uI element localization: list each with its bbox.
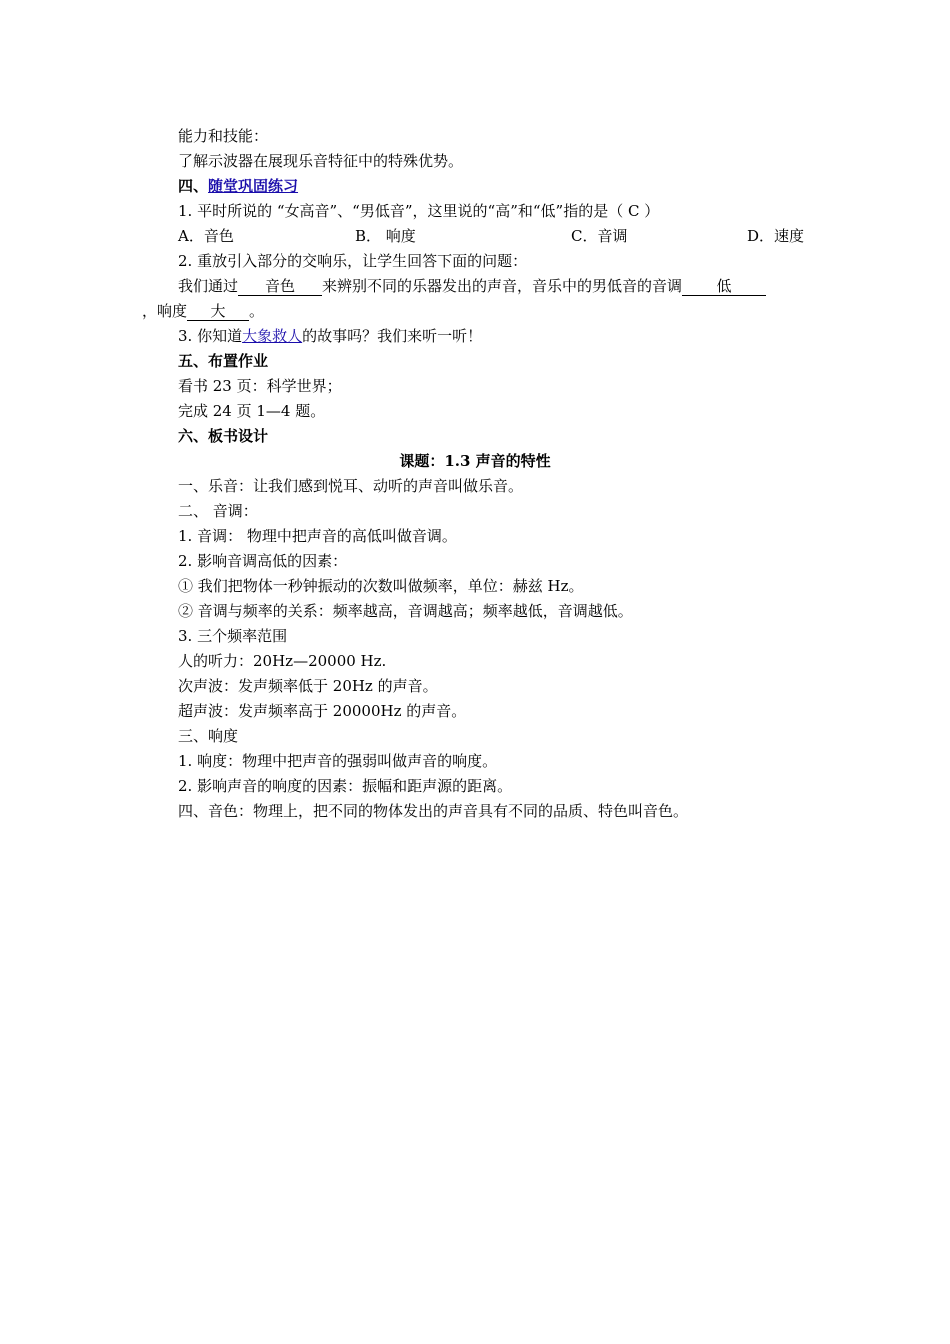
board-line-1: 一、乐音：让我们感到悦耳、动听的声音叫做乐音。 <box>178 477 524 495</box>
answer-blank-timbre: 音色 <box>238 277 322 296</box>
board-line-13: 2. 影响声音的响度的因素：振幅和距声源的距离。 <box>178 777 513 795</box>
board-line-14: 四、音色：物理上，把不同的物体发出的声音具有不同的品质、特色叫音色。 <box>178 802 689 820</box>
q2-text-4: 。 <box>249 302 265 320</box>
section-6-heading: 六、板书设计 <box>178 427 269 445</box>
question-3 <box>178 326 482 346</box>
section-4-heading <box>178 176 298 196</box>
ability-heading: 能力和技能： <box>178 127 269 145</box>
board-line-10: 超声波：发声频率高于 20000Hz 的声音。 <box>178 702 467 720</box>
board-line-12: 1. 响度：物理中把声音的强弱叫做声音的响度。 <box>178 752 498 770</box>
elephant-story-link[interactable]: 大象救人 <box>242 327 303 345</box>
ability-text: 了解示波器在展现乐音特征中的特殊优势。 <box>178 152 464 170</box>
answer-blank-loudness: 大 <box>187 302 249 321</box>
section-4-link[interactable]: 随堂巩固练习 <box>208 177 299 195</box>
board-line-3: 1. 音调： 物理中把声音的高低叫做音调。 <box>178 527 457 545</box>
section-4-prefix: 四、 <box>178 177 209 195</box>
q2-text-2: 来辨别不同的乐器发出的声音，音乐中的男低音的音调 <box>322 277 683 295</box>
board-line-5: ① 我们把物体一秒钟振动的次数叫做频率，单位：赫兹 Hz。 <box>178 577 584 595</box>
section-5-heading: 五、布置作业 <box>178 352 269 370</box>
option-d: D．速度 <box>747 227 805 245</box>
option-c: C．音调 <box>571 227 628 245</box>
board-line-6: ② 音调与频率的关系：频率越高，音调越高；频率越低，音调越低。 <box>178 602 633 620</box>
question-2-answer-line-2 <box>142 301 264 321</box>
answer-blank-pitch: 低 <box>682 277 766 296</box>
board-line-9: 次声波：发声频率低于 20Hz 的声音。 <box>178 677 438 695</box>
homework-1: 看书 23 页：科学世界； <box>178 377 342 395</box>
board-line-8: 人的听力：20Hz—20000 Hz. <box>178 652 387 670</box>
q2-text-1: 我们通过 <box>178 277 239 295</box>
q2-text-3: ，响度 <box>142 302 188 320</box>
board-line-4: 2. 影响音调高低的因素： <box>178 552 348 570</box>
q3-text-2: 的故事吗？我们来听一听！ <box>302 327 483 345</box>
question-2-answer-line <box>178 276 766 296</box>
option-a: A．音色 <box>178 227 234 245</box>
q3-text-1: 3. 你知道 <box>178 327 243 345</box>
board-title: 课题：1.3 声音的特性 <box>399 452 551 470</box>
option-b: B． 响度 <box>355 227 416 245</box>
question-1: 1. 平时所说的 “女高音”、“男低音”，这里说的“高”和“低”指的是（ C ） <box>178 202 660 220</box>
question-2: 2. 重放引入部分的交响乐，让学生回答下面的问题： <box>178 252 528 270</box>
board-line-2: 二、 音调： <box>178 502 258 520</box>
homework-2: 完成 24 页 1—4 题。 <box>178 402 326 420</box>
board-line-11: 三、响度 <box>178 727 239 745</box>
board-line-7: 3. 三个频率范围 <box>178 627 288 645</box>
